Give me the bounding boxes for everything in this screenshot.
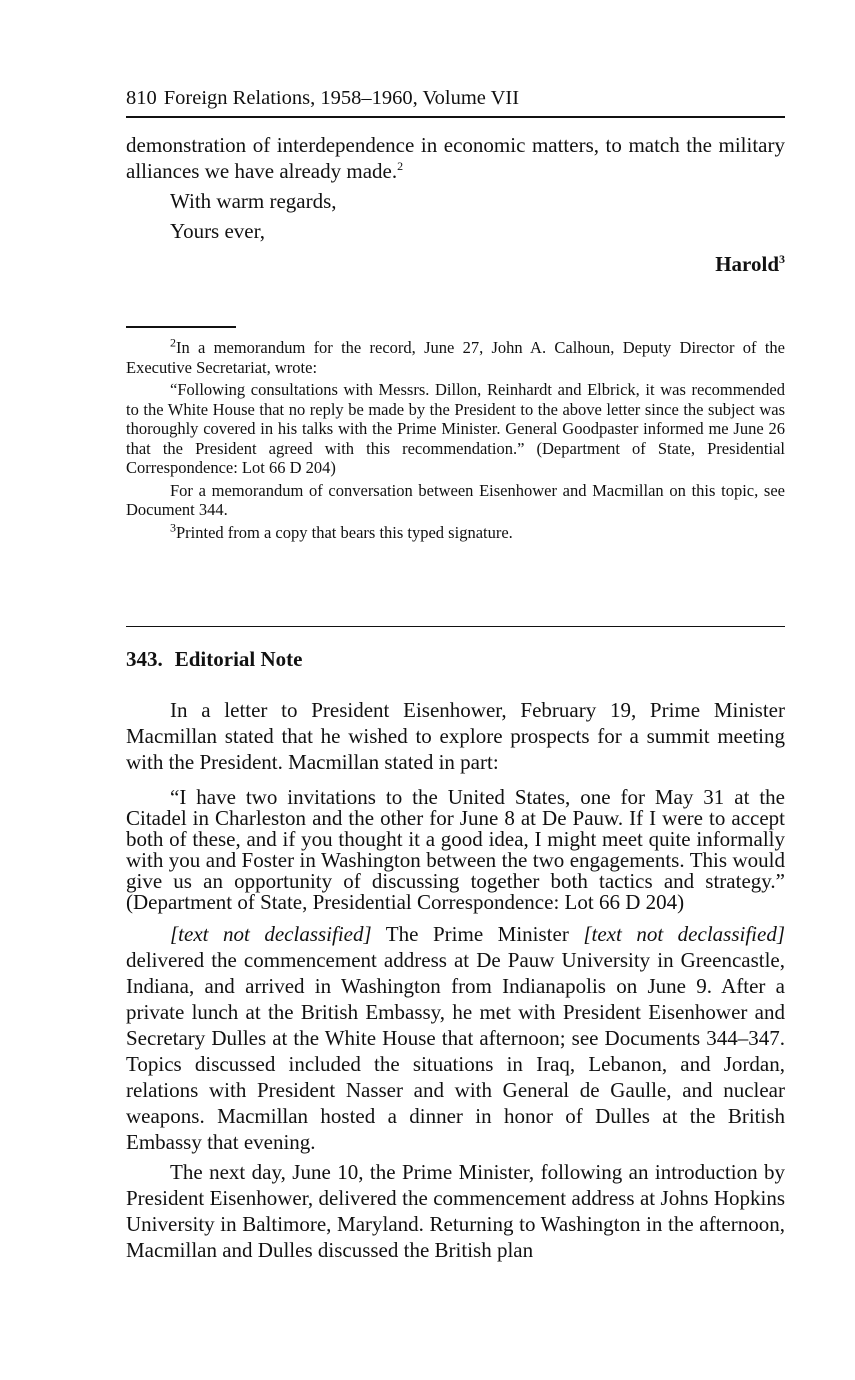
footnote-2-paragraph: For a memorandum of conversation between Eisenhower and Macmillan on this topic, see Document 344. [126, 480, 785, 519]
letter-paragraph-text: demonstration of interdependence in economic matters, to match the military alliances we have already made. [126, 133, 785, 183]
paragraph-2-text-a: The Prime Minister [371, 922, 584, 946]
section-title: Editorial Note [174, 647, 303, 671]
footnote-2-quote: “Following consultations with Messrs. Dillon, Reinhardt and Elbrick, it was recommended to the White House that no reply be made by the President to the above letter since the subject was thoroughly covered in his talks with the Prime Minister. General Goodpaster informed me June 26 that the President agreed with this recommendation.” (Department of State, Presidential Correspondence: Lot 66 D 204) [126, 380, 785, 477]
section-heading [126, 645, 785, 673]
signature-name: Harold [715, 252, 779, 276]
editorial-paragraph-1: In a letter to President Eisenhower, February 19, Prime Minister Macmillan stated that he wished to explore prospects for a summit meeting with the President. Macmillan stated in part: [126, 698, 785, 774]
letter-valediction: Yours ever, [170, 219, 266, 243]
block-quote: “I have two invitations to the United States, one for May 31 at the Citadel in Charleston and the other for June 8 at De Pauw. If I were to accept both of these, and if you thought it a good idea, I might meet quite informally with you and Foster in Washington between the two engagements. This would give us an opportunity of discussing together both tactics and strategy.” (Department of State, Presidential Correspondence: Lot 66 D 204) [126, 785, 785, 914]
editorial-paragraph-3: The next day, June 10, the Prime Minister, following an introduction by President Eisenhower, delivered the commencement address at Johns Hopkins University in Baltimore, Maryland. Returning to Washington in the afternoon, Macmillan and Dulles discussed the British plan [126, 1160, 785, 1262]
footnotes [126, 335, 785, 542]
redaction-note: [text not declassified] [170, 922, 372, 946]
letter-closing-paragraph [126, 132, 785, 184]
running-head [126, 84, 785, 118]
editorial-paragraph-2 [126, 921, 785, 1155]
footnote-3 [126, 520, 785, 543]
running-title: Foreign Relations, 1958–1960, Volume VII [163, 87, 520, 109]
document-number: 343. [126, 647, 163, 671]
footnote-2-text: In a memorandum for the record, June 27, John A. Calhoun, Deputy Director of the Executive Secretariat, wrote: [126, 338, 785, 377]
page-number: 810 [126, 87, 157, 109]
footnote-3-text: Printed from a copy that bears this typed signature. [176, 522, 513, 542]
footnote-2 [126, 335, 785, 377]
footnote-2-mark: 2 [170, 335, 176, 350]
document-page [126, 84, 785, 1263]
redaction-note: [text not declassified] [583, 922, 785, 946]
section-divider [126, 626, 785, 627]
letter-signature [126, 250, 785, 278]
paragraph-2-text-b: delivered the commencement address at De Pauw University in Greencastle, Indiana, and arrived in Washington from Indianapolis on June 9. After a private lunch at the British Embassy, he met with President Eisenhower and Secretary Dulles at the White House that afternoon; see Documents 344–347. Topics discussed included the situations in Iraq, Lebanon, and Jordan, relations with President Nasser and with General de Gaulle, and nuclear weapons. Macmillan hosted a dinner in honor of Dulles at the British Embassy that evening. [126, 948, 785, 1154]
footnote-divider [126, 326, 236, 328]
footnote-ref-3: 3 [779, 252, 785, 266]
footnote-3-mark: 3 [170, 520, 176, 534]
footnote-ref-2: 2 [397, 159, 404, 173]
letter-salutation: With warm regards, [170, 189, 337, 213]
